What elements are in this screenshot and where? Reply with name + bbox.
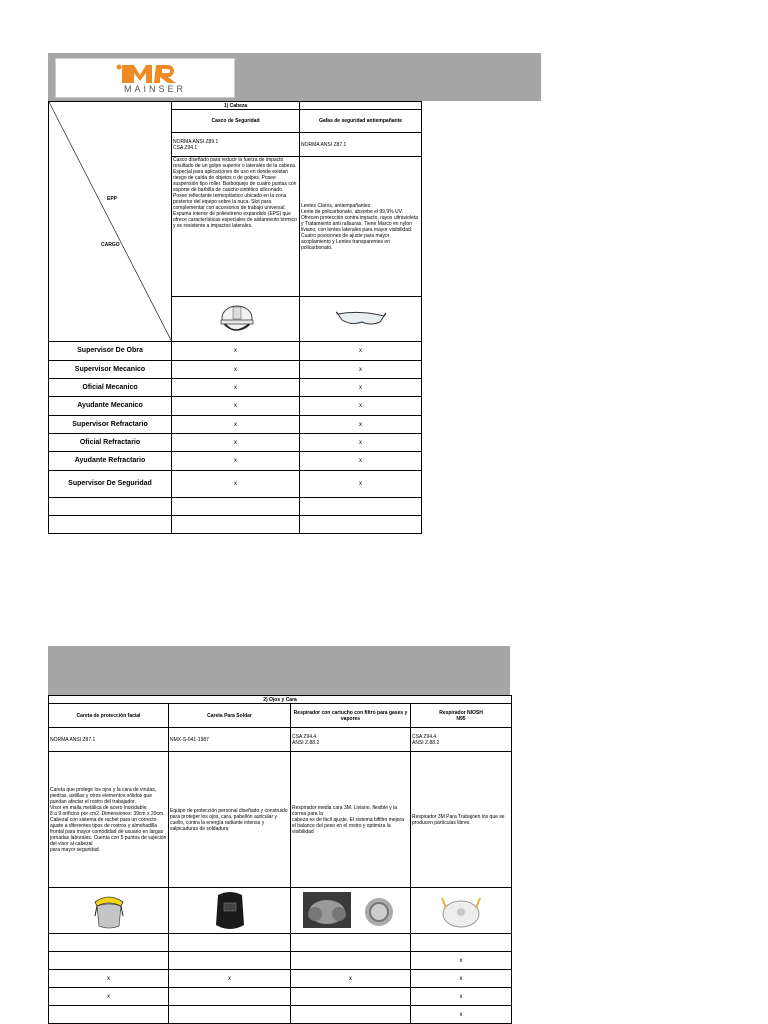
role-label: Supervisor Refractario — [49, 416, 172, 434]
mark-cell: x — [411, 970, 512, 988]
norm-cell: NORMA ANSI Z87.1 — [300, 133, 422, 157]
role-label: Oficial Refractario — [49, 434, 172, 452]
col-name: Casco de Seguridad — [172, 110, 300, 133]
norm-cell: NORMA ANSI Z89.1 CSA Z94.1 — [172, 133, 300, 157]
mark-cell: x — [411, 988, 512, 1006]
mark-cell — [291, 1006, 411, 1024]
mark-cell — [411, 934, 512, 952]
product-image-cell — [411, 888, 512, 934]
mark-cell — [172, 498, 300, 516]
mark-cell: x — [172, 434, 300, 452]
mark-cell: x — [169, 970, 291, 988]
product-image-cell — [49, 888, 169, 934]
norm-cell: NORMA ANSI Z87.1 — [49, 728, 169, 752]
table-row — [49, 471, 422, 498]
role-label: Supervisor De Obra — [49, 342, 172, 361]
mark-cell: x — [172, 397, 300, 416]
company-logo — [55, 58, 235, 98]
mark-cell: x — [291, 970, 411, 988]
description-cell: Respirador media cara 3M. Liviano, flexible y la correa para la cabeza es de fácil ajuste. El sistema bifiltro mejora el balance del peso en el rostro y optimiza la visibilidad — [291, 752, 411, 888]
mark-cell — [291, 952, 411, 970]
product-image-cell — [169, 888, 291, 934]
table-row — [49, 952, 512, 970]
col-name: Respirador con cartucho con filtro para gases y vapores — [291, 704, 411, 728]
mark-cell: x — [300, 379, 422, 397]
table-2 — [48, 695, 512, 1024]
diag-label-epp: EPP — [107, 196, 118, 202]
logo-text: MAINSER — [123, 84, 186, 94]
mark-cell: x — [300, 434, 422, 452]
respirator-icon — [301, 890, 401, 930]
mark-cell: x — [300, 452, 422, 471]
mark-cell — [291, 934, 411, 952]
mark-cell — [300, 516, 422, 534]
section-title-1: 1) Cabeza — [172, 102, 300, 110]
col-name: Careta Para Soldar — [169, 704, 291, 728]
table-row — [49, 516, 422, 534]
col-name: Careta de protección facial — [49, 704, 169, 728]
table-row — [49, 397, 422, 416]
mark-cell: x — [172, 452, 300, 471]
table-row — [49, 379, 422, 397]
mark-cell: x — [411, 1006, 512, 1024]
role-label: Supervisor Mecanico — [49, 361, 172, 379]
mark-cell — [49, 952, 169, 970]
role-label: Supervisor De Seguridad — [49, 471, 172, 498]
mark-cell — [49, 1006, 169, 1024]
description-cell: Respirador 3M Para Trabajoen los que se producen partículas libres. — [411, 752, 512, 888]
description-cell: Careta que protege los ojos y la cara de virutas, piedras, astillas y otros elementos sólidos que puedan afectar el rostro del trabajador. Visor en malla metálica de acero inoxidable. 8 a 9 orificios por cm2. Dimensiones: 39cm x 20cm. Cabezal con sistema de rachet para un correcto ajuste a diferentes tipos de rostros y almohadilla frontal para mayor comodidad de usuario en largas jornadas laborales. Cuenta con 5 puntos de sujeción del visor al cabezal para mayor seguridad. — [49, 752, 169, 888]
role-label: Ayudante Mecanico — [49, 397, 172, 416]
mark-cell: x — [411, 952, 512, 970]
product-image-cell — [300, 297, 422, 342]
diag-label-cargo: CARGO — [101, 242, 120, 248]
diagonal-header-cell — [49, 102, 172, 342]
mark-cell: x — [172, 342, 300, 361]
face-shield-icon — [87, 890, 131, 930]
description-cell: Casco diseñado para reducir la fuerza de impacto resultado de un golpe superior o laterales de la cabeza. Especial para aplicaciones de uso en donde existan riesgo de caída de objetos o de golpes. Posee suspensión tipo roller. Barboquejo de cuatro puntas con soporte de barbilla de caucho sintético siliconado. Posee reflectante termoplástico ubicado en la zona posterior del equipo sobre la nuca. Slot para complementar con accesorios de trabajo universal. Espuma interior de poliestireno expandido (EPS) que ofrece características especiales de aislamiento térmico y es resistente a impactos laterales. — [172, 157, 300, 297]
mark-cell — [169, 952, 291, 970]
safety-glasses-icon — [336, 308, 386, 328]
table-row — [49, 498, 422, 516]
mark-cell — [49, 934, 169, 952]
diagonal-line — [49, 102, 172, 342]
table-row — [49, 934, 512, 952]
header-banner-2 — [48, 646, 510, 695]
table-1 — [48, 101, 422, 534]
mark-cell — [169, 988, 291, 1006]
mark-cell — [169, 934, 291, 952]
table-row — [49, 1006, 512, 1024]
table-row — [49, 342, 422, 361]
description-cell: Lentes Claros, antiempañantes Lente de policarbonato, absorbe el 99,9% UV. Ofrecen protección contra impacto, rayos ultravioleta y Tratamiento anti rallauras. Tiene Marco en nylon liviano, con lentes laterales para mayor visibilidad. Cuatro posiciones de ajuste para mayor acoplamiento y Lentes transparentes en policarbonato. — [300, 157, 422, 297]
table-row — [49, 434, 422, 452]
mark-cell — [169, 1006, 291, 1024]
section-title-2: 2) Ojos y Cara — [49, 696, 512, 704]
table-row — [49, 970, 512, 988]
role-label: Oficial Mecanico — [49, 379, 172, 397]
welding-mask-icon — [212, 889, 248, 931]
mark-cell: x — [300, 342, 422, 361]
role-label: Ayudante Refractario — [49, 452, 172, 471]
role-label — [49, 516, 172, 534]
col-name: Respirador NIOSH N95 — [411, 704, 512, 728]
mark-cell: x — [172, 379, 300, 397]
empty-cell — [300, 102, 422, 110]
mark-cell — [300, 498, 422, 516]
mark-cell: x — [172, 416, 300, 434]
description-cell: Equipo de protección personal diseñado y construido para proteger los ojos, cara, pabellón auricular y cuello, contra la energía radiante intensa y salpicaduras de soldadura — [169, 752, 291, 888]
mark-cell: x — [300, 361, 422, 379]
mark-cell — [291, 988, 411, 1006]
mark-cell: x — [172, 471, 300, 498]
norm-cell: NMX-S-041-1987 — [169, 728, 291, 752]
mark-cell: x — [49, 988, 169, 1006]
table-row — [49, 361, 422, 379]
norm-cell: CSA Z94.4 ANSI Z.88.2 — [411, 728, 512, 752]
table-row — [49, 452, 422, 471]
role-label — [49, 498, 172, 516]
product-image-cell — [172, 297, 300, 342]
mark-cell — [172, 516, 300, 534]
mark-cell: x — [300, 471, 422, 498]
hard-hat-icon — [213, 300, 259, 336]
table-row — [49, 988, 512, 1006]
product-image-cell — [291, 888, 411, 934]
mark-cell: x — [300, 397, 422, 416]
mark-cell: x — [300, 416, 422, 434]
n95-mask-icon — [438, 890, 484, 930]
norm-cell: CSA Z94.4 ANSI Z.88.2 — [291, 728, 411, 752]
mark-cell: x — [172, 361, 300, 379]
table-row — [49, 416, 422, 434]
col-name: Gafas de seguridad antiempañante — [300, 110, 422, 133]
mark-cell: x — [49, 970, 169, 988]
